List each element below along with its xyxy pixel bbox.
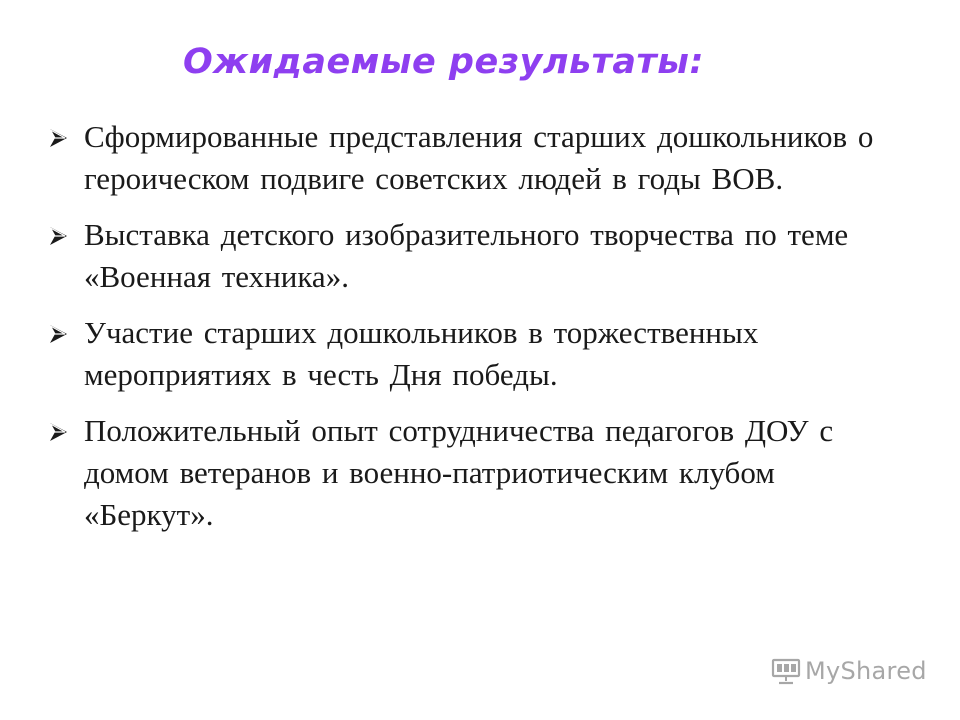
bullet-item — [48, 312, 898, 396]
watermark — [771, 657, 927, 685]
watermark-text: MyShared — [805, 657, 927, 685]
arrowhead-bullet-icon — [48, 324, 68, 344]
arrowhead-bullet-icon — [48, 128, 68, 148]
bullet-text: Сформированные представления старших дошкольников о героическом подвиге советских людей в годы ВОВ. — [84, 119, 874, 196]
bullet-item — [48, 116, 898, 200]
bullet-text: Участие старших дошкольников в торжественных мероприятиях в честь Дня победы. — [84, 315, 759, 392]
bullet-item — [48, 410, 898, 536]
slide-title: Ожидаемые результаты: — [183, 42, 704, 82]
arrowhead-bullet-icon — [48, 226, 68, 246]
bullet-item — [48, 214, 898, 298]
presentation-icon — [771, 657, 801, 685]
bullet-text: Выставка детского изобразительного творчества по теме «Военная техника». — [84, 217, 849, 294]
bullet-text: Положительный опыт сотрудничества педагогов ДОУ с домом ветеранов и военно-патриотическим клубом «Беркут». — [84, 413, 834, 532]
arrowhead-bullet-icon — [48, 422, 68, 442]
bullet-list — [48, 116, 898, 550]
